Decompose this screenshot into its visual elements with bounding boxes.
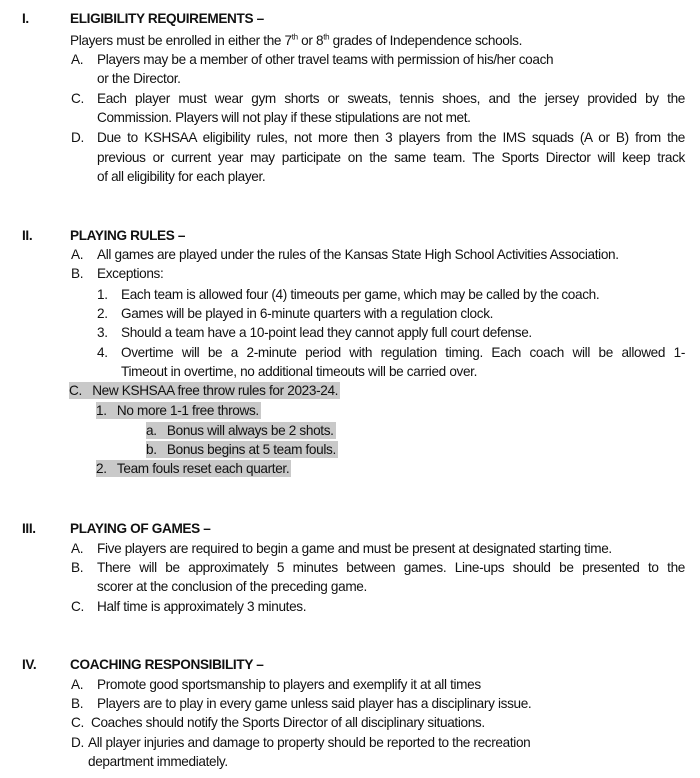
section-numeral: I. xyxy=(22,11,29,26)
list-marker: B. xyxy=(71,266,84,281)
list-marker: A. xyxy=(71,52,84,67)
section-numeral: IV. xyxy=(22,657,37,672)
list-item-line: or the Director. xyxy=(97,71,181,86)
list-item-line: Exceptions: xyxy=(97,266,164,281)
list-marker: 4. xyxy=(97,345,108,360)
list-item-line: Players are to play in every game unless said player has a disciplinary issue. xyxy=(97,696,532,711)
list-item-line: Timeout in overtime, no additional timeouts will be carried over. xyxy=(121,364,478,379)
list-item-line: Each team is allowed four (4) timeouts per game, which may be called by the coach. xyxy=(121,287,600,302)
list-marker: A. xyxy=(71,677,84,692)
section-title: COACHING RESPONSIBILITY – xyxy=(70,657,264,672)
section-numeral: III. xyxy=(22,521,36,536)
section-intro: Players must be enrolled in either the 7th or 8th grades of Independence schools. xyxy=(70,32,523,48)
list-item-line: Five players are required to begin a game and must be present at designated starting time. xyxy=(97,541,612,556)
list-item-line: Players may be a member of other travel teams with permission of his/her coach xyxy=(97,52,554,67)
list-marker: B. xyxy=(71,696,84,711)
list-item-line: Due to KSHSAA eligibility rules, not more then 3 players from the IMS squads (A or B) from the xyxy=(97,130,685,145)
list-marker: 3. xyxy=(97,325,108,340)
list-item-line: Games will be played in 6-minute quarters with a regulation clock. xyxy=(121,306,494,321)
list-item-line: Commission. Players will not play if these stipulations are not met. xyxy=(97,110,471,125)
list-item-line: All games are played under the rules of the Kansas State High School Activities Association. xyxy=(97,247,619,262)
list-item-line: All player injuries and damage to property should be reported to the recreation xyxy=(88,735,531,750)
list-item-line: Coaches should notify the Sports Director of all disciplinary situations. xyxy=(91,715,485,730)
list-marker: B. xyxy=(71,560,84,575)
list-item-line: Overtime will be a 2-minute period with regulation timing. Each coach will be allowed 1- xyxy=(121,345,685,360)
list-marker: C. xyxy=(71,599,84,614)
list-marker: C. xyxy=(71,91,84,106)
list-marker: 1. xyxy=(97,287,108,302)
list-item-line: Promote good sportsmanship to players and exemplify it at all times xyxy=(97,677,481,692)
list-marker: D. xyxy=(71,735,84,750)
list-marker: A. xyxy=(71,541,84,556)
highlighted-rule-a: a. Bonus will always be 2 shots. xyxy=(146,423,334,438)
highlighted-rule-1: 1. No more 1-1 free throws. xyxy=(96,403,259,418)
list-marker: D. xyxy=(71,130,84,145)
list-marker: 2. xyxy=(97,306,108,321)
list-item-line: of all eligibility for each player. xyxy=(97,169,266,184)
section-title: PLAYING RULES – xyxy=(70,228,186,243)
list-item-line: Half time is approximately 3 minutes. xyxy=(97,599,307,614)
section-numeral: II. xyxy=(22,228,33,243)
list-item-line: There will be approximately 5 minutes between games. Line-ups should be presented to the xyxy=(97,560,685,575)
list-item-line: previous or current year may participate on the same team. The Sports Director will keep track xyxy=(97,150,685,165)
highlighted-rule-c: C. New KSHSAA free throw rules for 2023-24. xyxy=(69,383,339,398)
list-marker: C. xyxy=(71,715,84,730)
list-marker: A. xyxy=(71,247,84,262)
list-item-line: department immediately. xyxy=(88,754,228,769)
highlighted-rule-2: 2. Team fouls reset each quarter. xyxy=(96,461,290,476)
highlighted-rule-b: b. Bonus begins at 5 team fouls. xyxy=(146,442,336,457)
section-title: PLAYING OF GAMES – xyxy=(70,521,211,536)
section-title: ELIGIBILITY REQUIREMENTS – xyxy=(70,11,264,26)
list-item-line: Each player must wear gym shorts or sweats, tennis shoes, and the jersey provided by the xyxy=(97,91,685,106)
list-item-line: scorer at the conclusion of the preceding game. xyxy=(97,579,367,594)
list-item-line: Should a team have a 10-point lead they cannot apply full court defense. xyxy=(121,325,532,340)
